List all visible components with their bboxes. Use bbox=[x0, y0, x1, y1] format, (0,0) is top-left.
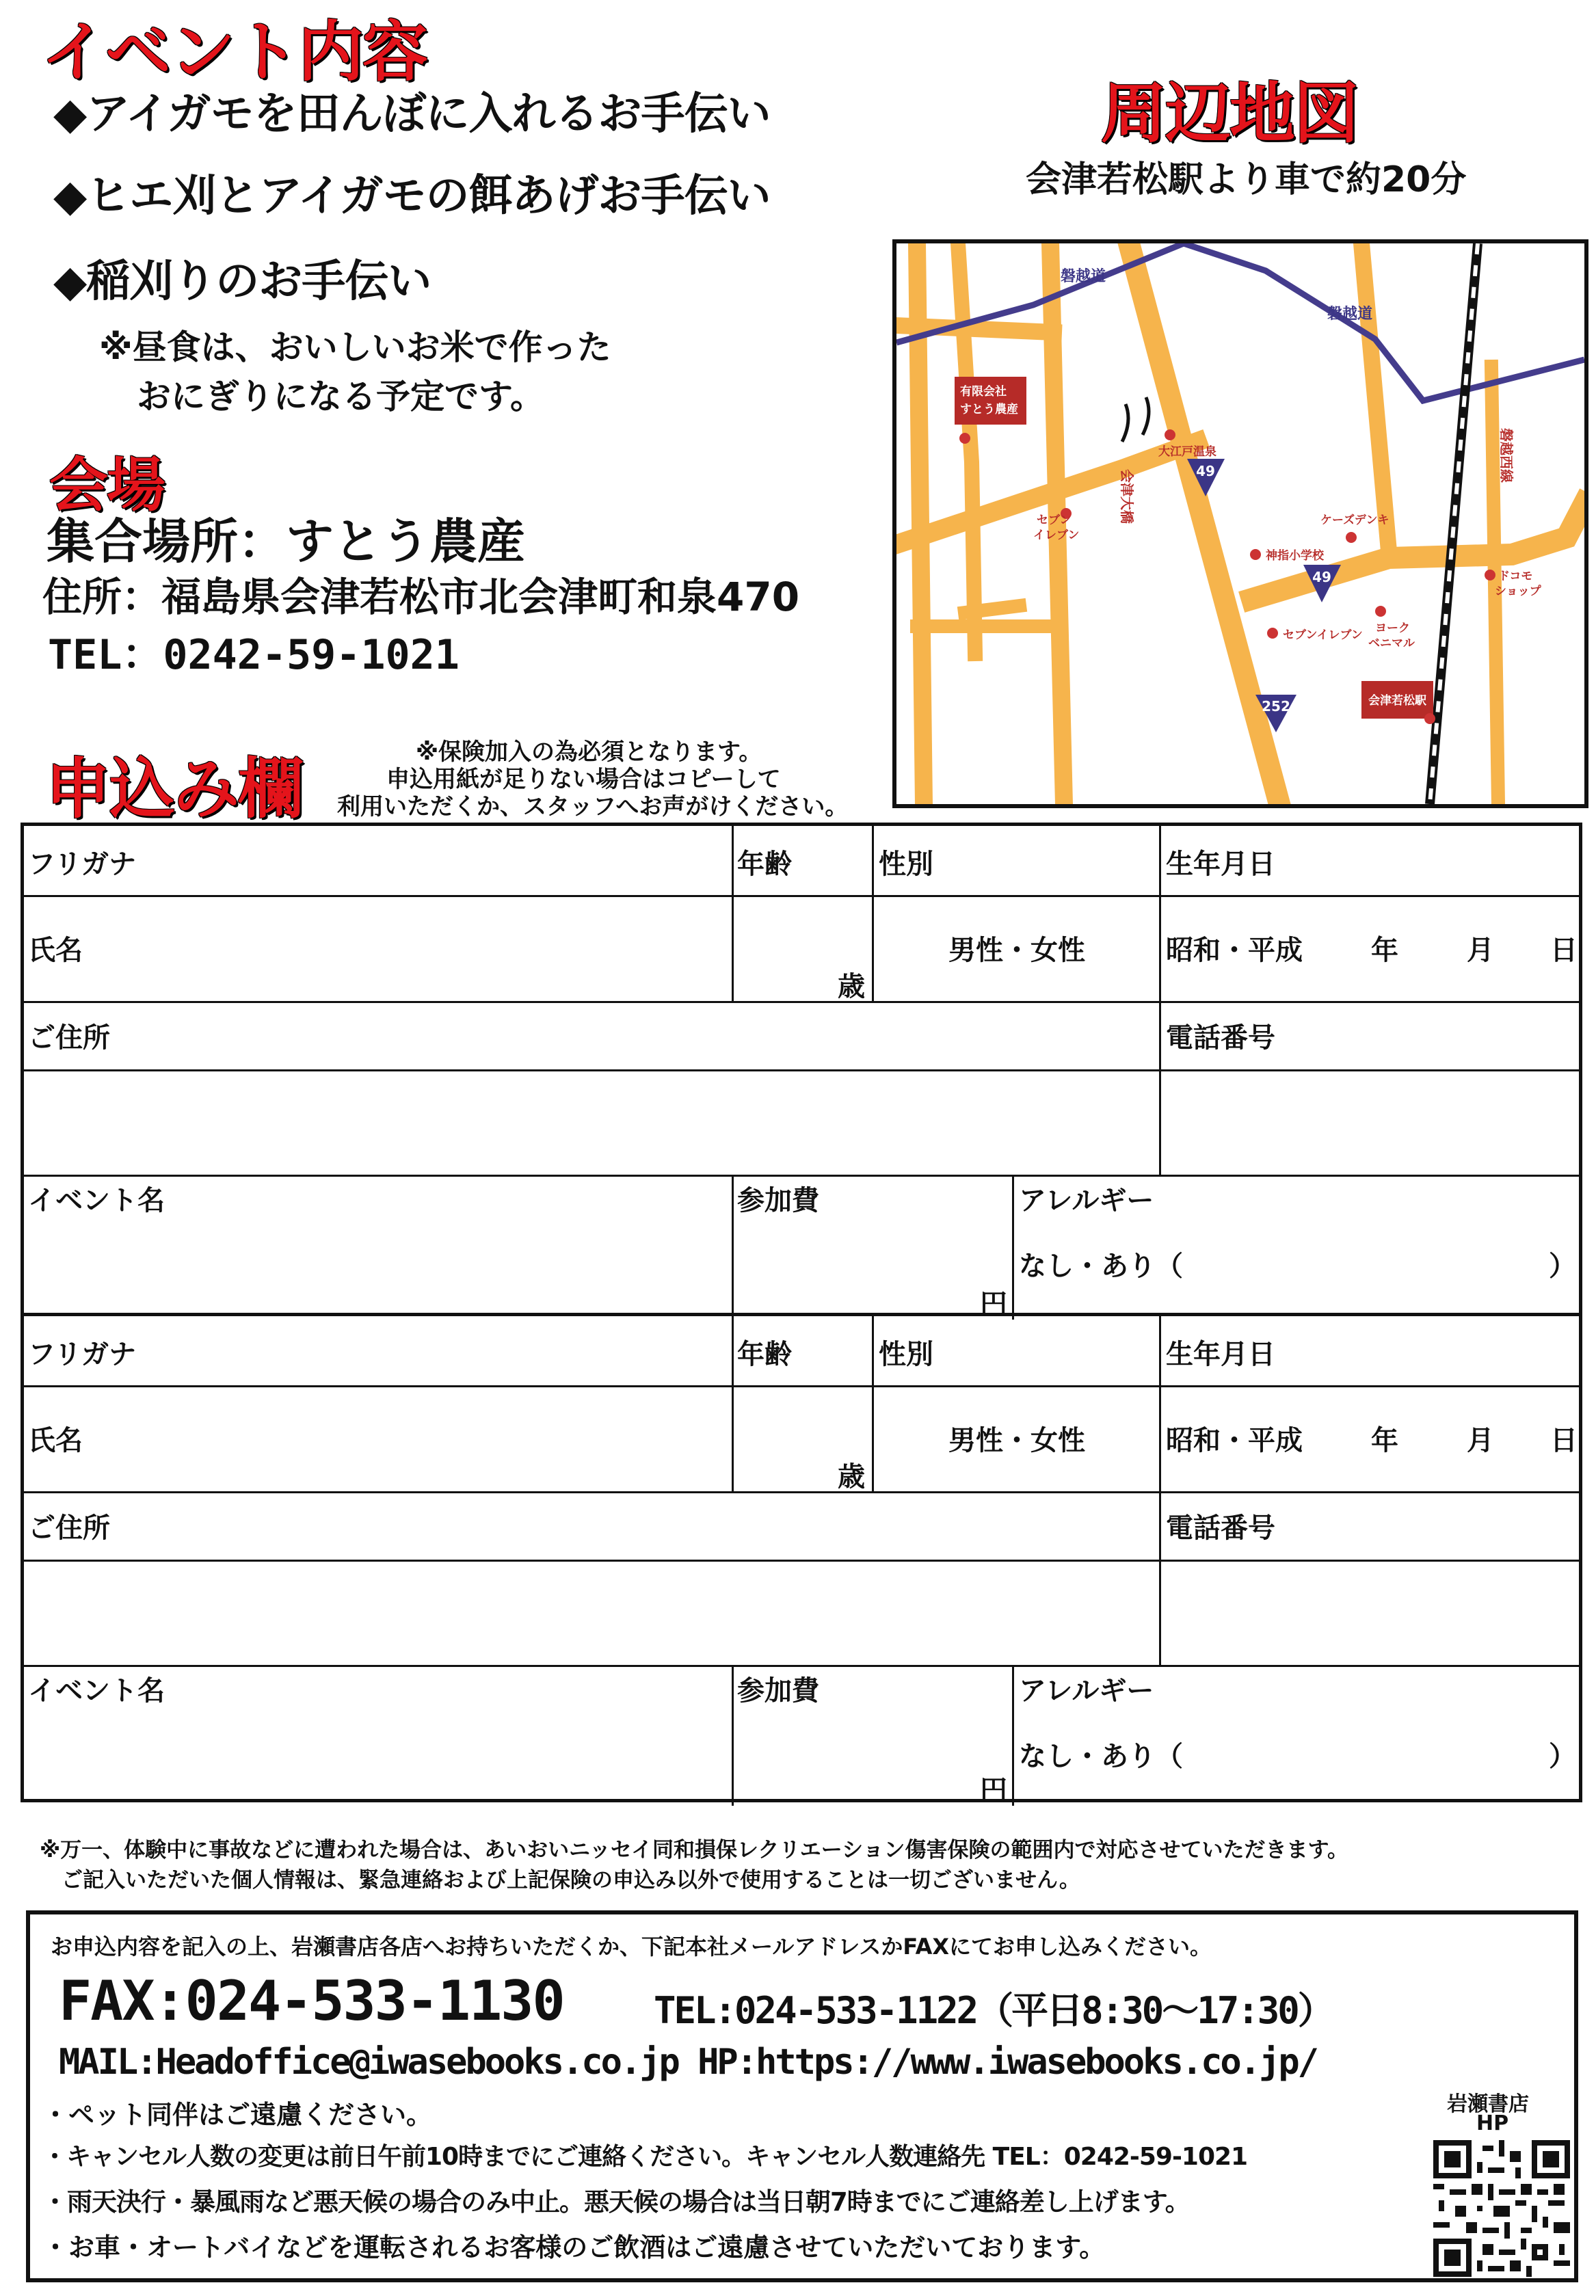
label-york-2: ベニマル bbox=[1368, 637, 1415, 650]
event-item-2: ◆ヒエ刈とアイガモの餌あげお手伝い bbox=[53, 171, 771, 222]
road-horizontal-top bbox=[896, 325, 1054, 332]
marker-york bbox=[1375, 606, 1386, 617]
contact-intro: お申込内容を記入の上、岩瀬書店各店へお持ちいただくか、下記本社メールアドレスかFAXにてお申し込みください。 bbox=[51, 1934, 1212, 1960]
event-heading: イベント内容 bbox=[41, 14, 427, 90]
sex-label: 性別 bbox=[879, 849, 933, 880]
label-seven1-1: セブン bbox=[1037, 513, 1072, 527]
note-weather: ・雨天決行・暴風雨など悪天候の場合のみ中止。悪天候の場合は当日朝7時までにご連絡差し上げます。 bbox=[42, 2187, 1190, 2217]
label-rail: 磐越西線 bbox=[1498, 428, 1515, 483]
expressway-ban-etsu bbox=[1184, 243, 1584, 401]
label-farm-2: すとう農産 bbox=[960, 403, 1018, 416]
age-unit: 歳 bbox=[838, 1461, 865, 1493]
year-unit: 年 bbox=[1371, 1425, 1398, 1456]
label-seven2: セブンイレブン bbox=[1283, 628, 1363, 642]
meeting-place: 集合場所：すとう農産 bbox=[46, 513, 525, 570]
allergy-label: アレルギー bbox=[1019, 1185, 1154, 1216]
venue-address: 住所：福島県会津若松市北会津町和泉470 bbox=[42, 574, 800, 620]
label-station: 会津若松駅 bbox=[1368, 694, 1426, 708]
disclaimer-line1: ※万一、体験中に事故などに遭われた場合は、あいおいニッセイ同和損保レクリエーション傷害保険の範囲内で対応させていただきます。 bbox=[40, 1838, 1349, 1863]
event-name-label: イベント名 bbox=[28, 1675, 165, 1707]
marker-school bbox=[1250, 549, 1261, 560]
day-unit: 日 bbox=[1550, 1425, 1578, 1456]
disclaimer-line2: ご記入いただいた個人情報は、緊急連絡および上記保険の申込み以外で使用することは一切ございません。 bbox=[62, 1868, 1080, 1893]
birthdate-label: 生年月日 bbox=[1166, 1339, 1275, 1370]
marker-onsen bbox=[1165, 429, 1175, 440]
contact-mail[interactable]: MAIL:Headoffice@iwasebooks.co.jp HP:https://www.iwasebooks.co.jp/ bbox=[59, 2042, 1317, 2083]
age-label: 年齢 bbox=[737, 849, 792, 880]
qr-code-icon[interactable] bbox=[1433, 2140, 1570, 2277]
label-seven1-2: イレブン bbox=[1033, 529, 1080, 542]
allergy-options[interactable]: なし・あり（ bbox=[1019, 1251, 1183, 1282]
note-cancel: ・キャンセル人数の変更は前日午前10時までにご連絡ください。キャンセル人数連絡先 TEL：0242-59-1021 bbox=[42, 2143, 1248, 2171]
year-unit: 年 bbox=[1371, 935, 1398, 966]
application-note-3: 利用いただくか、スタッフへお声がけください。 bbox=[337, 793, 849, 820]
month-unit: 月 bbox=[1467, 1425, 1494, 1456]
map-svg bbox=[896, 243, 1584, 804]
road-diagonal-main bbox=[1129, 243, 1279, 804]
qr-label-1: 岩瀬書店 bbox=[1447, 2092, 1529, 2116]
label-onsen: 大江戸温泉 bbox=[1158, 445, 1216, 459]
label-keiz: ケーズデンキ bbox=[1320, 513, 1389, 527]
era-options[interactable]: 昭和・平成 bbox=[1166, 935, 1303, 966]
application-note-1: ※保険加入の為必須となります。 bbox=[416, 738, 762, 766]
event-item-1: ◆アイガモを田んぼに入れるお手伝い bbox=[53, 89, 771, 139]
bridge-mark bbox=[1122, 397, 1149, 442]
sex-options[interactable]: 男性・女性 bbox=[948, 1425, 1085, 1456]
day-unit: 日 bbox=[1550, 935, 1578, 966]
event-item-3: ◆稲刈りのお手伝い bbox=[53, 256, 431, 307]
contact-box bbox=[26, 1910, 1578, 2282]
allergy-close: ） bbox=[1549, 1251, 1576, 1282]
marker-station bbox=[1424, 713, 1435, 724]
note-drinking: ・お車・オートバイなどを運転されるお客様のご飲酒はご遠慮させていただいております。 bbox=[42, 2232, 1106, 2262]
marker-keiz bbox=[1346, 532, 1357, 543]
route-49b-label: 49 bbox=[1312, 569, 1331, 585]
sex-options[interactable]: 男性・女性 bbox=[948, 935, 1085, 966]
venue-heading: 会場 bbox=[49, 451, 164, 520]
age-unit: 歳 bbox=[838, 971, 865, 1002]
fee-label: 参加費 bbox=[737, 1185, 819, 1216]
allergy-close: ） bbox=[1549, 1741, 1576, 1772]
map-heading: 周辺地図 bbox=[1101, 75, 1358, 152]
road-branch-lower bbox=[965, 606, 1020, 613]
furigana-label: フリガナ bbox=[28, 849, 136, 880]
application-heading: 申込み欄 bbox=[45, 751, 302, 827]
map-access: 会津若松駅より車で約20分 bbox=[1026, 159, 1467, 200]
note-pet: ・ペット同伴はご遠慮ください。 bbox=[42, 2100, 433, 2130]
area-map bbox=[892, 239, 1588, 808]
fee-unit: 円 bbox=[980, 1775, 1007, 1806]
fee-label: 参加費 bbox=[737, 1675, 819, 1707]
farm-box bbox=[955, 377, 1026, 425]
application-note-2: 申込用紙が足りない場合はコピーして bbox=[386, 766, 781, 793]
birthdate-label: 生年月日 bbox=[1166, 849, 1275, 880]
route-252-label: 252 bbox=[1262, 698, 1290, 715]
furigana-label: フリガナ bbox=[28, 1339, 136, 1370]
phone-label: 電話番号 bbox=[1166, 1022, 1275, 1054]
label-road-top: 磐越道 bbox=[1061, 268, 1106, 285]
marker-seven2 bbox=[1267, 628, 1278, 639]
event-note-line2: おにぎりになる予定です。 bbox=[137, 377, 544, 416]
sex-label: 性別 bbox=[879, 1339, 933, 1370]
label-bridge: 会津大橋 bbox=[1119, 469, 1135, 524]
name-label: 氏名 bbox=[28, 935, 83, 966]
era-options[interactable]: 昭和・平成 bbox=[1166, 1425, 1303, 1456]
label-docomo-1: ドコモ bbox=[1498, 570, 1533, 583]
address-label: ご住所 bbox=[28, 1022, 110, 1054]
event-note-line1: ※昼食は、おいしいお米で作った bbox=[99, 328, 611, 367]
label-farm-1: 有限会社 bbox=[960, 385, 1007, 399]
label-docomo-2: ショップ bbox=[1495, 585, 1541, 598]
rail-line bbox=[1430, 243, 1478, 804]
qr-label-2: HP bbox=[1476, 2111, 1509, 2135]
allergy-label: アレルギー bbox=[1019, 1675, 1154, 1707]
allergy-options[interactable]: なし・あり（ bbox=[1019, 1741, 1183, 1772]
address-label: ご住所 bbox=[28, 1512, 110, 1544]
label-school: 神指小学校 bbox=[1266, 549, 1324, 563]
contact-tel: TEL:024-533-1122（平日8:30～17:30） bbox=[654, 1989, 1333, 2032]
application-form-2 bbox=[21, 1313, 1582, 1806]
route-49a-label: 49 bbox=[1196, 463, 1215, 479]
name-label: 氏名 bbox=[28, 1425, 83, 1456]
marker-farm bbox=[959, 433, 970, 444]
month-unit: 月 bbox=[1467, 935, 1494, 966]
marker-docomo bbox=[1485, 570, 1495, 580]
phone-label: 電話番号 bbox=[1166, 1512, 1275, 1544]
label-road-right: 磐越道 bbox=[1327, 306, 1373, 323]
road-north-east bbox=[1361, 243, 1389, 551]
label-york-1: ヨーク bbox=[1375, 622, 1410, 635]
contact-fax: FAX:024-533-1130 bbox=[59, 1969, 564, 2033]
road-vertical-far bbox=[958, 243, 975, 654]
age-label: 年齢 bbox=[737, 1339, 792, 1370]
application-form-1 bbox=[21, 823, 1582, 1320]
fee-unit: 円 bbox=[980, 1289, 1007, 1320]
venue-tel: TEL：0242-59-1021 bbox=[48, 631, 460, 679]
event-name-label: イベント名 bbox=[28, 1185, 165, 1216]
